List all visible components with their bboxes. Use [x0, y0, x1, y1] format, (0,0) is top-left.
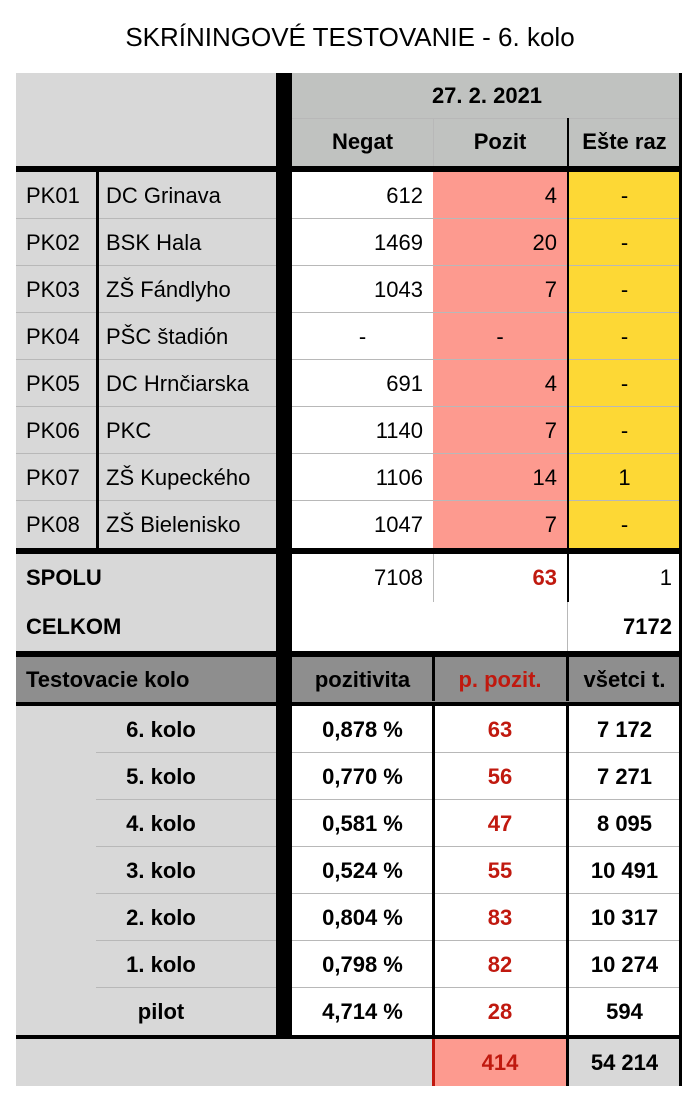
header-date: 27. 2. 2021: [292, 73, 682, 118]
header-blank: [16, 73, 276, 166]
round-label: 1. kolo: [126, 951, 196, 977]
site-code: PK02: [16, 219, 96, 266]
divider: [433, 118, 434, 166]
divider: [567, 554, 569, 602]
site-negat: 1106: [292, 454, 433, 501]
header-negat: Negat: [292, 118, 433, 166]
divider: [566, 702, 569, 1035]
site-este-raz: -: [567, 360, 682, 407]
celkom-value: 7172: [623, 613, 672, 639]
spolu-negat: 7108: [292, 554, 433, 602]
round-pozitivita: 0,524 %: [292, 847, 433, 894]
site-pozit: 14: [433, 454, 567, 501]
site-pozit: 7: [433, 407, 567, 454]
round-label: 3. kolo: [126, 857, 196, 883]
round-p-pozit: 63: [433, 706, 567, 753]
round-vsetci: 594: [567, 988, 682, 1035]
round-p-pozit: 82: [433, 941, 567, 988]
header-pozit: Pozit: [433, 118, 567, 166]
site-este-raz: 1: [567, 454, 682, 501]
round-vsetci: 7 271: [567, 753, 682, 800]
site-name: DC Hrnčiarska: [96, 360, 276, 407]
round-p-pozit: 55: [433, 847, 567, 894]
round-vsetci: 7 172: [567, 706, 682, 753]
site-name: ZŠ Kupeckého: [96, 454, 276, 501]
round-pozitivita: 0,798 %: [292, 941, 433, 988]
site-code: PK05: [16, 360, 96, 407]
divider: [679, 73, 682, 1086]
round-label: 5. kolo: [126, 763, 196, 789]
round-pozitivita: 0,878 %: [292, 706, 433, 753]
divider: [432, 656, 435, 701]
divider: [567, 172, 569, 548]
header-este-raz: Ešte raz: [567, 118, 682, 166]
round-label: pilot: [137, 998, 185, 1024]
site-name: PŠC štadión: [96, 313, 276, 360]
round-vsetci: 10 317: [567, 894, 682, 941]
site-negat: 691: [292, 360, 433, 407]
divider: [96, 172, 99, 548]
spolu-pozit: 63: [433, 554, 567, 602]
round-pozitivita: 0,804 %: [292, 894, 433, 941]
site-code: PK04: [16, 313, 96, 360]
site-name: PKC: [96, 407, 276, 454]
red-marker: [432, 1039, 435, 1086]
divider: [567, 118, 569, 166]
page-title: SKRÍNINGOVÉ TESTOVANIE - 6. kolo: [125, 22, 575, 52]
rounds-header-pozitivita: pozitivita: [292, 657, 433, 702]
round-p-pozit: 83: [433, 894, 567, 941]
totals-blank: [16, 1039, 433, 1086]
site-pozit: 7: [433, 501, 567, 548]
site-negat: 1140: [292, 407, 433, 454]
site-este-raz: -: [567, 407, 682, 454]
round-pozitivita: 4,714 %: [292, 988, 433, 1035]
rounds-header-p-pozit: p. pozit.: [433, 657, 567, 702]
site-negat: -: [292, 313, 433, 360]
divider: [566, 656, 569, 701]
site-negat: 1043: [292, 266, 433, 313]
site-name: ZŠ Fándlyho: [96, 266, 276, 313]
totals-p-pozit: 414: [433, 1039, 567, 1086]
site-pozit: 7: [433, 266, 567, 313]
totals-vsetci: 54 214: [567, 1039, 682, 1086]
round-vsetci: 10 274: [567, 941, 682, 988]
site-code: PK08: [16, 501, 96, 548]
round-pozitivita: 0,581 %: [292, 800, 433, 847]
site-pozit: -: [433, 313, 567, 360]
site-code: PK03: [16, 266, 96, 313]
site-name: DC Grinava: [96, 172, 276, 219]
site-name: BSK Hala: [96, 219, 276, 266]
round-label: 4. kolo: [126, 810, 196, 836]
divider: [292, 118, 682, 119]
site-este-raz: -: [567, 219, 682, 266]
rounds-header-label: Testovacie kolo: [16, 657, 276, 702]
site-este-raz: -: [567, 313, 682, 360]
site-este-raz: -: [567, 501, 682, 548]
round-p-pozit: 28: [433, 988, 567, 1035]
spolu-label: SPOLU: [16, 554, 276, 602]
site-este-raz: -: [567, 266, 682, 313]
round-vsetci: 10 491: [567, 847, 682, 894]
site-code: PK07: [16, 454, 96, 501]
round-p-pozit: 47: [433, 800, 567, 847]
site-negat: 612: [292, 172, 433, 219]
site-name: ZŠ Bielenisko: [96, 501, 276, 548]
round-vsetci: 8 095: [567, 800, 682, 847]
round-label: 2. kolo: [126, 904, 196, 930]
site-code: PK01: [16, 172, 96, 219]
divider: [567, 602, 568, 651]
site-negat: 1047: [292, 501, 433, 548]
round-label: 6. kolo: [126, 716, 196, 742]
divider: [566, 1039, 569, 1086]
spolu-este: 1: [567, 554, 682, 602]
site-pozit: 4: [433, 360, 567, 407]
round-p-pozit: 56: [433, 753, 567, 800]
rounds-header-vsetci: všetci t.: [567, 657, 682, 702]
site-code: PK06: [16, 407, 96, 454]
round-pozitivita: 0,770 %: [292, 753, 433, 800]
spacer-column: [276, 73, 292, 1039]
site-pozit: 20: [433, 219, 567, 266]
celkom-label: CELKOM: [16, 602, 276, 651]
site-pozit: 4: [433, 172, 567, 219]
site-negat: 1469: [292, 219, 433, 266]
site-este-raz: -: [567, 172, 682, 219]
divider: [432, 702, 435, 1035]
